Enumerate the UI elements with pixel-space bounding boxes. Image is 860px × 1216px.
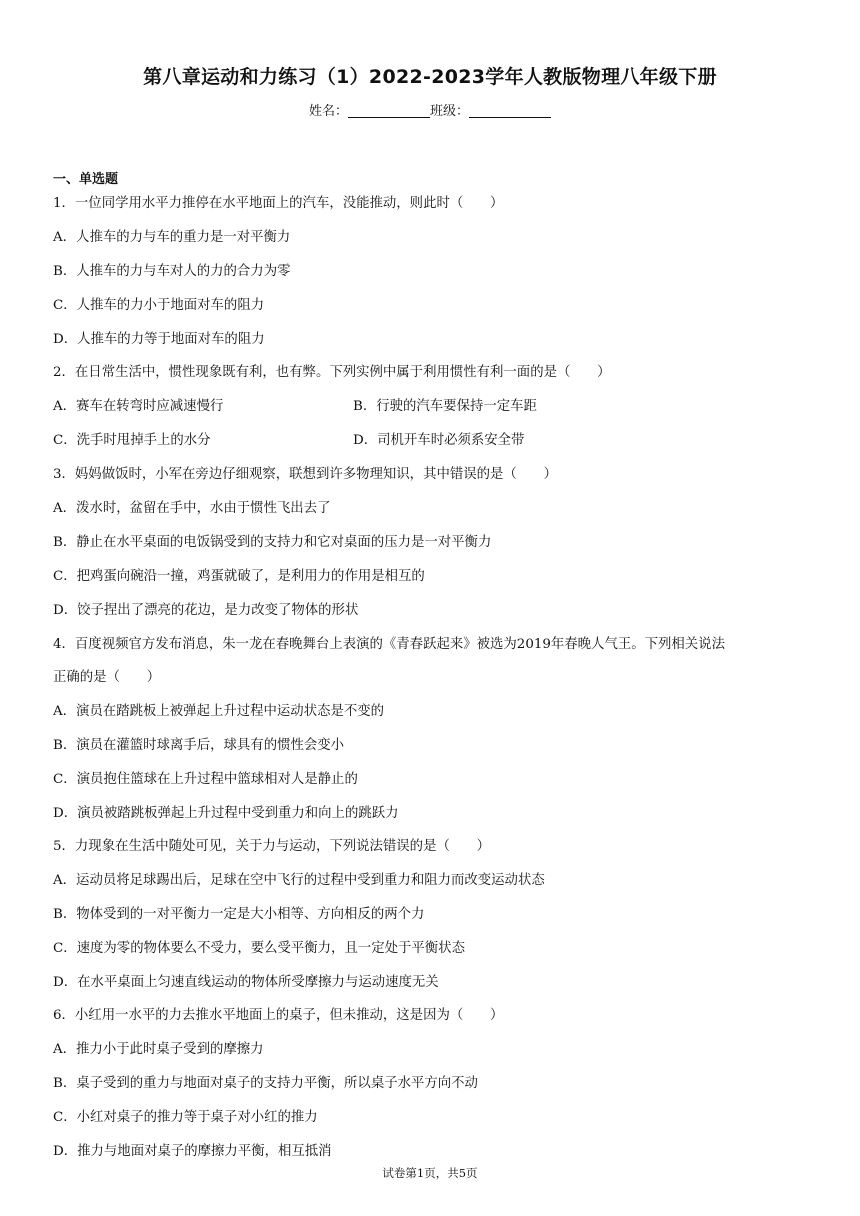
option-c: C．演员抱住篮球在上升过程中篮球相对人是静止的 (53, 772, 358, 787)
option-b: B．演员在灌篮时球离手后，球具有的惯性会变小 (53, 738, 345, 753)
option-d: D．推力与地面对桌子的摩擦力平衡，相互抵消 (53, 1144, 332, 1159)
question-stem-continued: 正确的是（ ） (53, 670, 161, 685)
option-d: D．饺子捏出了漂亮的花边，是力改变了物体的形状 (53, 603, 359, 618)
option-d: D．人推车的力等于地面对车的阻力 (53, 332, 265, 347)
question-stem: 6．小红用一水平的力去推水平地面上的桌子，但未推动，这是因为（ ） (53, 1008, 504, 1023)
option-c: C．把鸡蛋向碗沿一撞，鸡蛋就破了，是利用力的作用是相互的 (53, 569, 425, 584)
option-c: C．人推车的力小于地面对车的阻力 (53, 298, 265, 313)
option-b: B．桌子受到的重力与地面对桌子的支持力平衡，所以桌子水平方向不动 (53, 1076, 478, 1091)
option-a: A．推力小于此时桌子受到的摩擦力 (53, 1042, 264, 1057)
option-a: A．运动员将足球踢出后，足球在空中飞行的过程中受到重力和阻力而改变运动状态 (53, 873, 545, 888)
option-d: D．演员被踏跳板弹起上升过程中受到重力和向上的跳跃力 (53, 806, 399, 821)
option-d: D．在水平桌面上匀速直线运动的物体所受摩擦力与运动速度无关 (53, 975, 439, 990)
option-a: A．赛车在转弯时应减速慢行 (53, 399, 224, 414)
option-c: C．洗手时甩掉手上的水分 (53, 433, 211, 448)
option-a: A．演员在踏跳板上被弹起上升过程中运动状态是不变的 (53, 704, 385, 719)
class-blank[interactable] (469, 103, 551, 118)
question-stem: 2．在日常生活中，惯性现象既有利，也有弊。下列实例中属于利用惯性有利一面的是（ ） (53, 365, 611, 380)
option-b: B．物体受到的一对平衡力一定是大小相等、方向相反的两个力 (53, 907, 425, 922)
option-d: D．司机开车时必须系安全带 (353, 433, 525, 448)
question-stem: 4．百度视频官方发布消息，朱一龙在春晚舞台上表演的《青春跃起来》被选为2019年春晚人气王。下列相关说法 (53, 637, 725, 652)
student-info-line (0, 100, 860, 119)
option-c: C．小红对桌子的推力等于桌子对小红的推力 (53, 1110, 318, 1125)
option-b: B．行驶的汽车要保持一定车距 (353, 399, 537, 414)
question-stem: 1．一位同学用水平力推停在水平地面上的汽车，没能推动，则此时（ ） (53, 196, 504, 211)
name-blank[interactable] (348, 103, 430, 118)
exam-title: 第八章运动和力练习（1）2022-2023学年人教版物理八年级下册 (143, 66, 717, 88)
question-stem: 5．力现象在生活中随处可见，关于力与运动，下列说法错误的是（ ） (53, 839, 491, 854)
option-a: A．泼水时，盆留在手中，水由于惯性飞出去了 (53, 501, 331, 516)
option-b: B．人推车的力与车对人的力的合力为零 (53, 264, 291, 279)
section-heading: 一、单选题 (53, 172, 119, 187)
class-label: 班级： (430, 104, 470, 119)
option-b: B．静止在水平桌面的电饭锅受到的支持力和它对桌面的压力是一对平衡力 (53, 535, 492, 550)
option-a: A．人推车的力与车的重力是一对平衡力 (53, 230, 291, 245)
name-label: 姓名： (308, 104, 348, 119)
option-c: C．速度为零的物体要么不受力，要么受平衡力，且一定处于平衡状态 (53, 941, 465, 956)
question-stem: 3．妈妈做饭时，小军在旁边仔细观察，联想到许多物理知识，其中错误的是（ ） (53, 467, 557, 482)
page-footer: 试卷第1页，共5页 (382, 1166, 478, 1180)
